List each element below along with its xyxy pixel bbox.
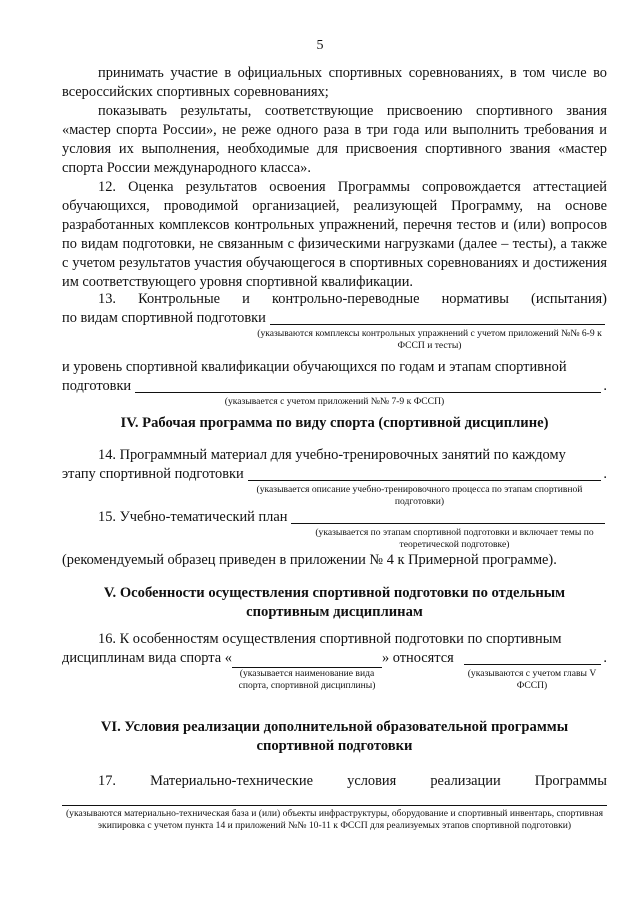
item-13-continuation: и уровень спортивной квалификации обучающихся по годам и этапам спортивной [62, 359, 567, 375]
item-13-period: . [603, 378, 607, 394]
item-15-blank[interactable] [291, 522, 605, 524]
item-13-line4 [62, 377, 607, 396]
item-14-period: . [603, 466, 607, 482]
paragraph-participation: принимать участие в официальных спортивных соревнованиях, в том числе во всероссийских спортивных соревнованиях; [62, 65, 607, 100]
item-13 [62, 290, 607, 408]
item-13-line2-text: по видам спортивной подготовки [62, 310, 266, 326]
item-13-word: Контрольные [138, 291, 221, 307]
item-17-word: Программы [534, 773, 607, 789]
item-15-after: (рекомендуемый образец приведен в приложении № 4 к Примерной программе). [62, 552, 557, 568]
item-14-blank[interactable] [248, 479, 602, 481]
item-16-blank[interactable] [464, 663, 602, 665]
item-17-blank[interactable] [62, 791, 607, 806]
item-16-captions [62, 668, 607, 708]
heading-section-4: IV. Рабочая программа по виду спорта (спортивной дисциплине) [120, 415, 549, 431]
item-14 [62, 446, 607, 508]
item-13-word: нормативы [441, 291, 509, 307]
heading-section-6: VI. Условия реализации дополнительной образовательной программы спортивной подготовки [100, 719, 569, 754]
top-paragraphs [62, 64, 607, 292]
item-13-word: и [242, 291, 250, 307]
item-13-blank2[interactable] [135, 391, 601, 393]
item-13-caption2: (указывается с учетом приложений №№ 7-9 к ФССП) [224, 396, 445, 407]
paragraph-12: 12. Оценка результатов освоения Программы сопровождается аттестацией обучающихся, проводимой организацией, реализующей Программу, на основе разработанных комплексов контрольных упражнений, перечня тестов и (или) вопросов по видам подготовки, не связанным с физическими нагрузками (далее – тесты), а также с учетом результатов участия обучающегося в спортивных соревнованиях и достижения им соответствующего уровня спортивной квалификации. [62, 179, 607, 290]
item-17-word: Материально-технические [150, 773, 313, 789]
item-17-number: 17. [98, 773, 116, 789]
paragraph-results: показывать результаты, соответствующие присвоению спортивного звания «мастер спорта России», не реже одного раза в три года или выполнить требования и условия их выполнения, необходимые для присвоения спортивного звания «мастер спорта России международного класса». [62, 103, 607, 176]
item-13-word: контрольно-переводные [271, 291, 420, 307]
item-16-period: . [603, 650, 607, 666]
item-16-sport-blank[interactable] [232, 655, 382, 668]
item-14-text: 14. Программный материал для учебно-тренировочных занятий по каждому [98, 447, 566, 463]
item-14-caption: (указывается описание учебно-тренировочного процесса по этапам спортивной подготовки) [256, 484, 583, 507]
item-13-line1 [62, 290, 607, 309]
item-15-caption: (указывается по этапам спортивной подготовки и включает темы по теоретической подготовке) [315, 527, 594, 550]
heading-section-5: V. Особенности осуществления спортивной подготовки по отдельным спортивным дисциплинам [103, 585, 566, 620]
item-16 [62, 630, 607, 708]
item-17-word: реализации [430, 773, 501, 789]
item-13-line2 [62, 309, 607, 328]
item-14-line2-text: этапу спортивной подготовки [62, 466, 244, 482]
item-16-caption-b: (указываются с учетом главы V ФССП) [467, 668, 597, 691]
page-number: 5 [316, 38, 324, 53]
item-17-line1 [62, 772, 607, 791]
item-13-word: (испытания) [531, 291, 607, 307]
item-15-text: 15. Учебно-тематический план [98, 509, 288, 525]
item-13-blank[interactable] [270, 323, 605, 325]
item-13-caption: (указываются комплексы контрольных упражнений с учетом приложений №№ 6-9 к ФССП и тесты) [257, 328, 602, 351]
item-15-line1 [62, 508, 607, 527]
item-13-number: 13. [98, 291, 116, 307]
item-16-line2 [62, 649, 607, 668]
item-16-line2-b: » относятся [381, 650, 454, 666]
item-15 [62, 508, 607, 570]
item-14-line2 [62, 465, 607, 484]
item-16-text: 16. К особенностям осуществления спортивной подготовки по спортивным [98, 631, 562, 647]
item-16-caption-a: (указывается наименование вида спорта, спортивной дисциплины) [238, 668, 376, 691]
item-17-word: условия [347, 773, 397, 789]
item-16-line2-a: дисциплинам вида спорта « [62, 650, 232, 666]
item-17-caption: (указываются материально-техническая база и (или) объекты инфраструктуры, оборудование и спортивный инвентарь, спортивная экипировка с учетом пункта 14 и приложений №№ 10-11 к ФССП для реализуемых этапов спортивной подготовки) [65, 808, 604, 831]
item-13-line4-text: подготовки [62, 378, 132, 394]
item-17 [62, 772, 607, 832]
